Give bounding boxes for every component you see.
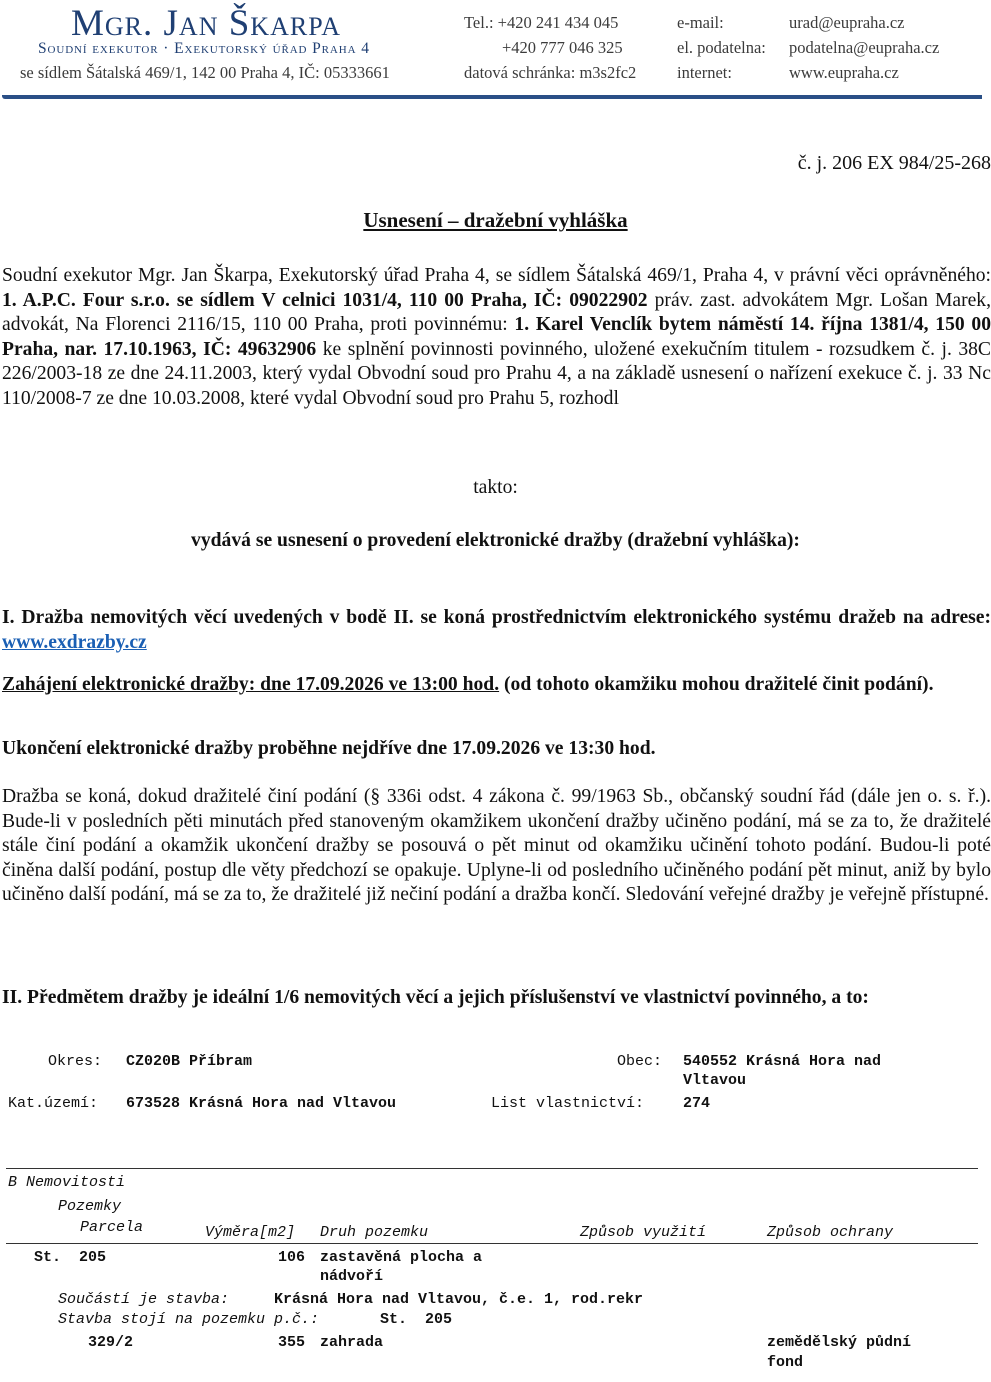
lv-label: List vlastnictví: xyxy=(491,1095,645,1112)
row1-druh-line2: nádvoří xyxy=(320,1268,384,1285)
data-box: datová schránka: m3s2fc2 xyxy=(464,63,637,82)
email-link[interactable]: urad@eupraha.cz xyxy=(789,13,905,32)
row2-ochrana-line2: fond xyxy=(767,1354,804,1371)
executor-address: se sídlem Šátalská 469/1, 142 00 Praha 4, IČ: 05333661 xyxy=(20,63,390,82)
stavba-label: Stavba stojí na pozemku p.č.: xyxy=(58,1311,320,1328)
row2-druh: zahrada xyxy=(320,1334,384,1351)
katuzemi-value: 673528 Krásná Hora nad Vltavou xyxy=(126,1095,397,1112)
section-1-paragraph xyxy=(2,606,991,655)
okres-value: CZ020B Příbram xyxy=(126,1053,253,1070)
intro-text-1: Soudní exekutor Mgr. Jan Škarpa, Exekutorský úřad Praha 4, se sídlem Šátalská 469/1, Praha 4, v právní věci oprávněného: xyxy=(2,265,991,286)
letterhead xyxy=(0,0,991,100)
executor-name: Mgr. Jan Škarpa xyxy=(71,3,342,44)
col-parcela: Parcela xyxy=(80,1219,144,1236)
col-druh: Druh pozemku xyxy=(320,1224,429,1241)
row2-ochrana-line1: zemědělský půdní xyxy=(767,1334,912,1351)
soucasti-label: Součástí je stavba: xyxy=(58,1291,230,1308)
case-reference: č. j. 206 EX 984/25-268 xyxy=(797,152,991,174)
auction-start-note: (od tohoto okamžiku mohou dražitelé činit podání). xyxy=(499,674,934,695)
email-label: e-mail: xyxy=(677,13,724,32)
filing-link[interactable]: podatelna@eupraha.cz xyxy=(789,38,940,57)
web-label: internet: xyxy=(677,63,732,82)
phone-1: Tel.: +420 241 434 045 xyxy=(464,13,619,32)
row2-vymera: 355 xyxy=(278,1334,306,1351)
auction-start-date: Zahájení elektronické dražby: dne 17.09.2026 ve 13:00 hod. xyxy=(2,674,500,695)
auction-start xyxy=(2,673,991,698)
col-vyuziti: Způsob využití xyxy=(580,1224,707,1241)
intro-text-2: práv. zast. advokátem Mgr. Lošan Marek, advokát, Na Florenci 2116/15, 110 00 Praha, proti povinnému: xyxy=(2,289,991,335)
section-b-heading: B Nemovitosti xyxy=(8,1174,126,1191)
obec-label: Obec: xyxy=(617,1053,663,1070)
decision-heading: vydává se usnesení o provedení elektronické dražby (dražební vyhláška): xyxy=(191,530,800,551)
obec-value-line2: Vltavou xyxy=(683,1072,747,1089)
col-vymera: Výměra[m2] xyxy=(205,1224,296,1241)
row2-parcela: 329/2 xyxy=(88,1334,134,1351)
lv-value: 274 xyxy=(683,1095,711,1112)
creditor: 1. A.P.C. Four s.r.o. se sídlem V celnici 1031/4, 110 00 Praha, IČ: 09022902 xyxy=(2,289,648,311)
web-link[interactable]: www.eupraha.cz xyxy=(789,63,899,82)
phone-2: +420 777 046 325 xyxy=(502,38,623,57)
debtor: 1. Karel Venclík bytem náměstí 14. října 1381/4, 150 00 Praha, nar. 17.10.1963, IČ: 49632906 xyxy=(2,314,991,360)
intro-paragraph xyxy=(2,264,991,411)
takto-line: takto: xyxy=(473,477,518,498)
document-title: Usnesení – dražební vyhláška xyxy=(363,208,628,232)
auction-link[interactable]: www.exdrazby.cz xyxy=(2,631,147,653)
stavba-value: St. 205 xyxy=(380,1311,453,1328)
section-1-text: I. Dražba nemovitých věcí uvedených v bodě II. se koná prostřednictvím elektronického systému dražeb na adrese: xyxy=(2,607,991,628)
executor-subtitle: Soudní exekutor · Exekutorský úřad Praha 4 xyxy=(38,40,370,57)
soucasti-value: Krásná Hora nad Vltavou, č.e. 1, rod.rekr xyxy=(274,1291,644,1308)
katuzemi-label: Kat.území: xyxy=(8,1095,99,1112)
pozemky-heading: Pozemky xyxy=(58,1198,122,1215)
filing-label: el. podatelna: xyxy=(677,38,766,57)
table-header-rule xyxy=(6,1243,978,1244)
auction-end: Ukončení elektronické dražby proběhne nejdříve dne 17.09.2026 ve 13:30 hod. xyxy=(2,738,656,759)
row1-parcela: St. 205 xyxy=(34,1249,107,1266)
row1-druh-line1: zastavěná plocha a xyxy=(320,1249,483,1266)
obec-value-line1: 540552 Krásná Hora nad xyxy=(683,1053,882,1070)
okres-label: Okres: xyxy=(48,1053,103,1070)
auction-rules: Dražba se koná, dokud dražitelé činí podání (§ 336i odst. 4 zákona č. 99/1963 Sb., občanský soudní řád (dále jen o. s. ř.). Bude-li v posledních pěti minutách před stanoveným okamžikem ukončení dražby učiněno podání, má se za to, že dražitelé stále činí podání a okamžik ukončení dražby se posouvá o pět minut od okamžiku učinění tohoto podání. Budou-li poté činěna další podání, postup dle věty předchozí se opakuje. Uplyne-li od posledního učiněného podání pět minut, aniž by bylo učiněno další podání, má se za to, že dražitelé již nečiní podání a dražba končí. Sledování veřejné dražby je veřejně přístupné. xyxy=(2,786,991,905)
letterhead-rule xyxy=(2,95,982,99)
intro-text-3: ke splnění povinnosti povinného, uložené exekučním titulem - rozsudkem č. j. 38C 226/2003-18 ze dne 24.11.2003, který vydal Obvodní soud pro Prahu 4, a na základě usnesení o nařízení exekuce č. j. 33 Nc 110/2008-7 ze dne 10.03.2008, které vydal Obvodní soud pro Prahu 5, rozhodl xyxy=(2,338,991,409)
col-ochrana: Způsob ochrany xyxy=(767,1224,894,1241)
table-top-rule xyxy=(6,1168,978,1169)
row1-vymera: 106 xyxy=(278,1249,306,1266)
section-2-paragraph: II. Předmětem dražby je ideální 1/6 nemovitých věcí a jejich příslušenství ve vlastnictví povinného, a to: xyxy=(2,987,869,1008)
